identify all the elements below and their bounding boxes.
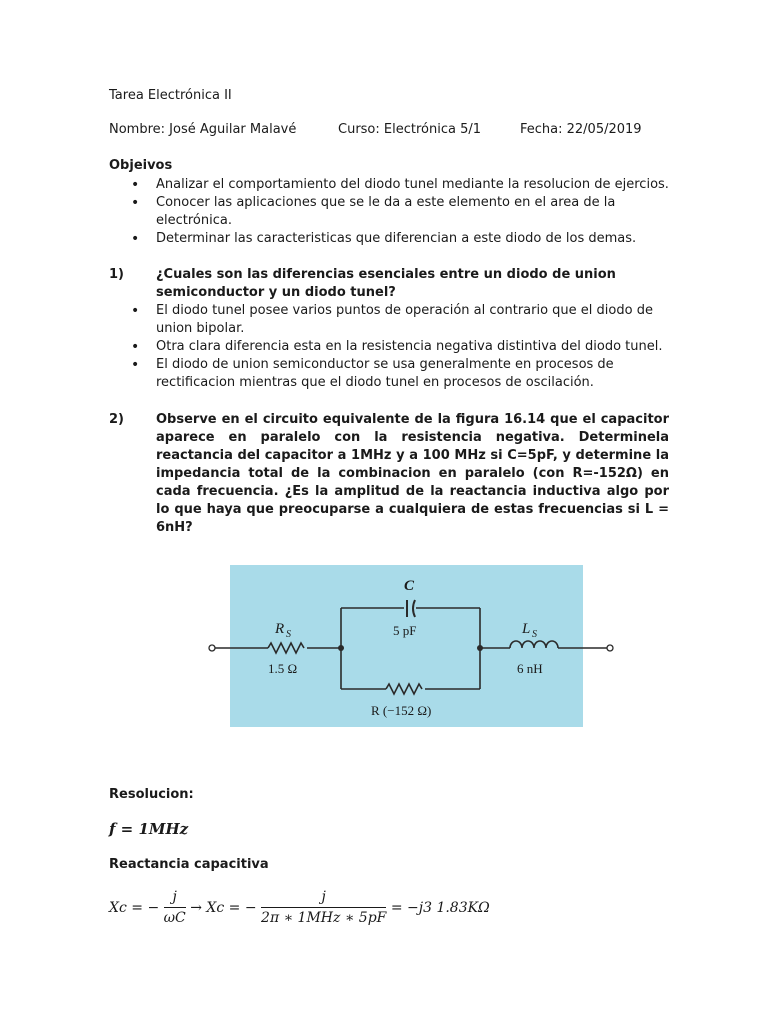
- course-info: Curso: Electrónica 5/1: [338, 122, 481, 137]
- fraction-j-over-wc: [164, 888, 186, 927]
- ls-value-label: 6 nH: [517, 661, 543, 676]
- list-item: • Analizar el comportamiento del diodo tunel mediante la resolucion de ejercios.: [109, 176, 669, 194]
- reactance-equation: [109, 888, 529, 932]
- terminal-right: [607, 645, 613, 651]
- question-1: [109, 266, 669, 302]
- question-2: [109, 411, 669, 537]
- fraction-denominator: 2π ∗ 1MHz ∗ 5pF: [261, 910, 387, 926]
- list-item: • El diodo de union semiconductor se usa generalmente en procesos de rectificacion mientras que el diodo tunel en procesos de oscilación.: [109, 356, 669, 392]
- equation-arrow: → Xc = −: [190, 899, 257, 916]
- resolution-heading: Resolucion:: [109, 787, 194, 802]
- rs-value-label: 1.5 Ω: [268, 661, 298, 676]
- date-info: Fecha: 22/05/2019: [520, 122, 642, 137]
- objectives-list: [109, 176, 669, 248]
- document-title: Tarea Electrónica II: [109, 88, 232, 103]
- question-text: Observe en el circuito equivalente de la figura 16.14 que el capacitor aparece en paralelo con la resistencia negativa. Determinela reactancia del capacitor a 1MHz y a 100 MHz si C=5pF, y determine la impedancia total de la combinacion en paralelo (con R=-152Ω) en cada frecuencia. ¿Es la amplitud de la reactancia inductiva algo por lo que haya que preocuparse a cualquiera de estas frecuencias si L = 6nH?: [156, 412, 669, 535]
- list-item: • Otra clara diferencia esta en la resistencia negativa distintiva del diodo tunel.: [109, 338, 669, 356]
- rs-symbol-label: R: [275, 621, 285, 637]
- frequency-equation: f = 1MHz: [109, 820, 189, 838]
- ls-symbol-label: L: [522, 621, 531, 637]
- fraction-numerator: j: [261, 888, 386, 908]
- question-number: 2): [109, 412, 124, 427]
- terminal-left: [209, 645, 215, 651]
- node-dot-left: [338, 645, 344, 651]
- ls-subscript-label: S: [532, 629, 537, 640]
- objectives-heading: Objeivos: [109, 158, 173, 173]
- header-info: [109, 121, 669, 139]
- question-number: 1): [109, 267, 124, 282]
- student-name: Nombre: José Aguilar Malavé: [109, 122, 297, 137]
- node-dot-right: [477, 645, 483, 651]
- circuit-diagram: [208, 562, 618, 730]
- fraction-substituted: [261, 888, 386, 927]
- fraction-numerator: j: [164, 888, 186, 908]
- question-text: ¿Cuales son las diferencias esenciales entre un diodo de union semiconductor y un diodo tunel?: [156, 267, 616, 300]
- question-1-answers: [109, 302, 669, 392]
- capacitor-symbol-label: C: [404, 578, 415, 594]
- list-item: • Determinar las caracteristicas que diferencian a este diodo de los demas.: [109, 230, 669, 248]
- list-item: • El diodo tunel posee varios puntos de operación al contrario que el diodo de union bipolar.: [109, 302, 669, 338]
- reactance-heading: Reactancia capacitiva: [109, 857, 269, 872]
- r-value-label: R (−152 Ω): [371, 703, 432, 718]
- equation-result: = −j3 1.83KΩ: [390, 899, 490, 916]
- fraction-denominator: ωC: [163, 910, 186, 926]
- equation-lhs: Xc = −: [109, 899, 160, 916]
- capacitor-value-label: 5 pF: [393, 623, 417, 638]
- list-item: • Conocer las aplicaciones que se le da a este elemento en el area de la electrónica.: [109, 194, 669, 230]
- rs-subscript-label: S: [286, 629, 291, 640]
